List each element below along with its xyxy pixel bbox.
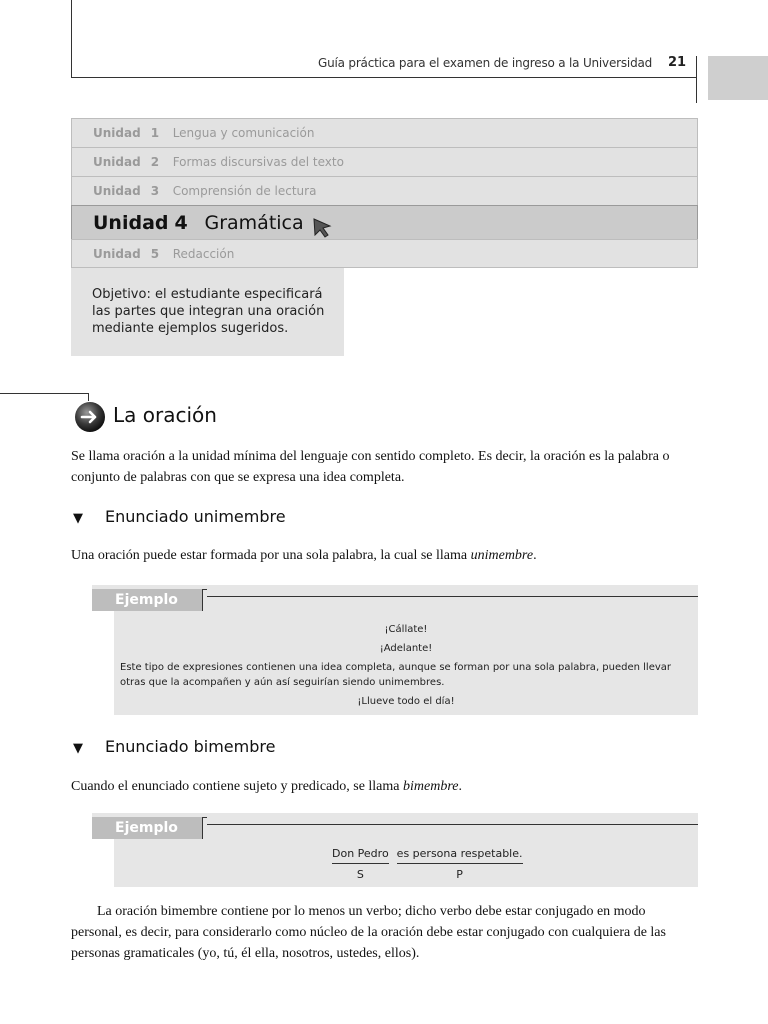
example-line: ¡Llueve todo el día! xyxy=(357,696,455,707)
unit-word: Unidad xyxy=(93,184,141,198)
example-box-bimembre xyxy=(114,839,698,887)
unit-word: Unidad xyxy=(93,211,169,234)
unit-name: Comprensión de lectura xyxy=(172,184,317,198)
paragraph-text: Una oración puede estar formada por una sola palabra, la cual se llama xyxy=(71,548,471,563)
predicate-tag: P xyxy=(456,868,463,881)
unit-name: Gramática xyxy=(204,211,304,234)
unit-number: 1 xyxy=(150,126,160,140)
example-header xyxy=(92,813,698,839)
objective-text: el estudiante especificará las partes que integran una oración mediante ejemplos sugeridos. xyxy=(92,287,325,336)
closing-paragraph: La oración bimembre contiene por lo menos un verbo; dicho verbo debe estar conjugado en modo personal, es decir, para considerarlo como núcleo de la oración debe estar conjugado con cualquiera de las personas gramaticales (yo, tú, él ella, nosotros, ustedes, ellos). xyxy=(71,904,666,961)
example-notch xyxy=(202,817,207,839)
subject-part xyxy=(332,847,389,881)
triangle-down-icon: ▼ xyxy=(73,741,83,756)
triangle-down-icon: ▼ xyxy=(73,511,83,526)
paragraph-end: . xyxy=(533,548,537,563)
objective-box xyxy=(71,268,344,356)
unit-word: Unidad xyxy=(93,126,141,140)
example-line: ¡Cállate! xyxy=(384,624,428,635)
subheading-text: Enunciado unimembre xyxy=(105,507,286,526)
page-tab xyxy=(708,56,768,100)
unimembre-paragraph xyxy=(71,545,537,566)
unit-word: Unidad xyxy=(93,246,141,261)
section-side-rule xyxy=(0,393,88,394)
unit-number: 2 xyxy=(150,155,160,169)
example-label: Ejemplo xyxy=(92,817,202,839)
unit-row-5[interactable] xyxy=(71,239,698,268)
arrow-circle-icon xyxy=(73,400,107,434)
running-header-title: Guía práctica para el examen de ingreso a la Universidad xyxy=(318,56,653,70)
example-rule xyxy=(207,596,698,597)
unit-row-3[interactable] xyxy=(71,176,698,205)
paragraph-end: . xyxy=(458,779,462,794)
unit-number: 5 xyxy=(150,246,160,261)
unit-name: Lengua y comunicación xyxy=(172,126,315,140)
subheading-unimembre xyxy=(73,507,286,526)
predicate-part xyxy=(397,847,523,881)
unit-word: Unidad xyxy=(93,155,141,169)
header-page-divider xyxy=(696,56,697,103)
unit-number: 4 xyxy=(174,211,188,234)
subject-text: Don Pedro xyxy=(332,847,389,864)
header-vertical-rule xyxy=(71,0,72,78)
units-table xyxy=(71,118,698,268)
emphasis-term: unimembre xyxy=(470,548,534,563)
example-line: ¡Adelante! xyxy=(379,643,433,654)
unit-number: 3 xyxy=(150,184,160,198)
unit-name: Redacción xyxy=(172,246,235,261)
intro-paragraph: Se llama oración a la unidad mínima del lenguaje con sentido completo. Es decir, la oración es la palabra o conjunto de palabras con que se expresa una idea completa. xyxy=(71,449,670,485)
unit-row-4-active[interactable] xyxy=(71,205,698,239)
example-box-unimembre xyxy=(114,611,698,715)
bimembre-paragraph xyxy=(71,776,462,797)
predicate-text: es persona respetable. xyxy=(397,847,523,864)
cursor-arrow-icon xyxy=(312,217,334,239)
example-label: Ejemplo xyxy=(92,589,202,611)
page-number: 21 xyxy=(668,55,687,70)
header-horizontal-rule xyxy=(71,77,697,78)
example-header xyxy=(92,585,698,611)
subheading-bimembre xyxy=(73,737,275,756)
example-rule xyxy=(207,824,698,825)
sentence-analysis xyxy=(332,847,523,881)
unit-name: Formas discursivas del texto xyxy=(172,155,344,169)
example-paragraph: Este tipo de expresiones contienen una idea completa, aunque se forman por una sola palabra, pueden llevar otras que la acompañen y aún así seguirían siendo unimembres. xyxy=(120,662,672,688)
unit-row-2[interactable] xyxy=(71,147,698,176)
example-notch xyxy=(202,589,207,611)
emphasis-term: bimembre xyxy=(403,779,459,794)
paragraph-text: Cuando el enunciado contiene sujeto y predicado, se llama xyxy=(71,779,404,794)
subject-tag: S xyxy=(356,868,364,881)
objective-label: Objetivo: xyxy=(92,287,151,302)
section-title: La oración xyxy=(113,403,217,427)
unit-row-1[interactable] xyxy=(71,118,698,147)
subheading-text: Enunciado bimembre xyxy=(105,737,276,756)
